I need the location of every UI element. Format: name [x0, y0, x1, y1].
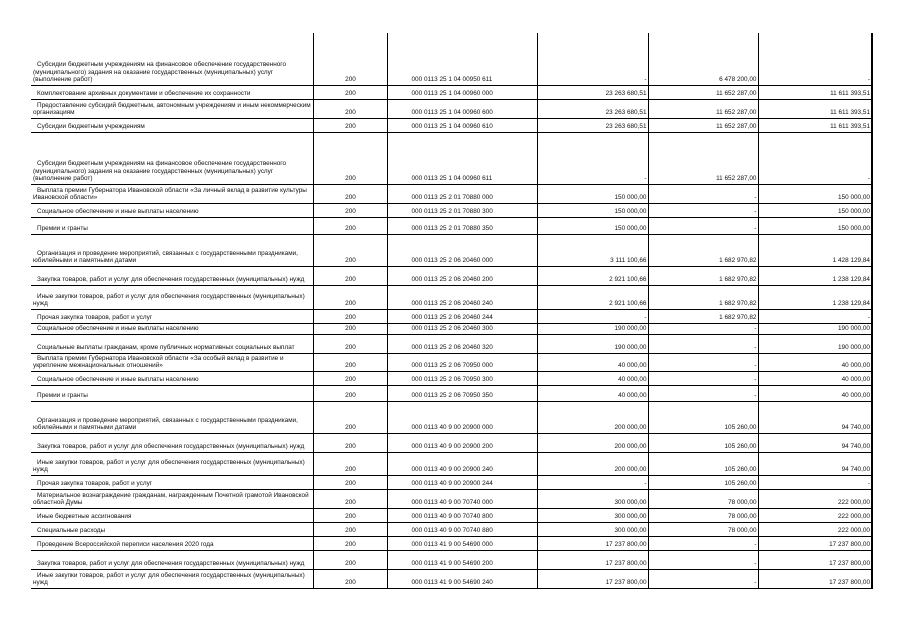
row-name-cell: Прочая закупка товаров, работ и услуг	[31, 309, 313, 323]
row-line-code-cell: 200	[313, 85, 387, 99]
row-budget-code-cell: 000 0113 25 2 06 20460 200	[387, 266, 537, 285]
row-name-cell: Субсидии бюджетным учреждениям	[31, 118, 313, 132]
row-budget-code-cell: 000 0113 25 2 01 70880 000	[387, 184, 537, 203]
row-remaining-amount-cell: 17 237 800,00	[758, 550, 872, 569]
table-row	[31, 475, 872, 489]
row-budget-code-cell: 000 0113 40 9 00 20900 244	[387, 475, 537, 489]
table-row	[31, 353, 872, 371]
row-name-cell: Специальные расходы	[31, 522, 313, 536]
row-name-cell: Иные бюджетные ассигнования	[31, 508, 313, 522]
row-approved-amount-cell: 40 000,00	[537, 353, 648, 371]
row-name-cell: Закупка товаров, работ и услуг для обеспечения государственных (муниципальных) нужд	[31, 550, 313, 569]
row-approved-amount-cell: 3 111 100,66	[537, 234, 648, 266]
row-remaining-amount-cell: 222 000,00	[758, 508, 872, 522]
table-row	[31, 132, 872, 184]
row-approved-amount-cell: 2 921 100,66	[537, 266, 648, 285]
row-line-code-cell: 200	[313, 203, 387, 217]
row-remaining-amount-cell: -	[758, 132, 872, 184]
row-executed-amount-cell: 78 000,00	[648, 522, 758, 536]
row-approved-amount-cell: 300 000,00	[537, 508, 648, 522]
row-line-code-cell: 200	[313, 132, 387, 184]
row-name-cell: Субсидии бюджетным учреждениям на финансовое обеспечение государственного (муниципального) задания на оказание государственных (муниципальных) услуг (выполнение работ)	[31, 132, 313, 184]
row-line-code-cell: 200	[313, 33, 387, 85]
row-approved-amount-cell: 2 921 100,66	[537, 285, 648, 309]
row-executed-amount-cell: -	[648, 536, 758, 550]
row-budget-code-cell: 000 0113 25 1 04 00950 611	[387, 33, 537, 85]
row-remaining-amount-cell: 11 611 393,51	[758, 99, 872, 118]
row-approved-amount-cell: 200 000,00	[537, 452, 648, 475]
table-row	[31, 489, 872, 508]
row-name-cell: Социальное обеспечение и иные выплаты населению	[31, 203, 313, 217]
row-budget-code-cell: 000 0113 25 2 06 70950 350	[387, 385, 537, 401]
row-approved-amount-cell: 17 237 800,00	[537, 536, 648, 550]
row-approved-amount-cell: -	[537, 33, 648, 85]
row-budget-code-cell: 000 0113 25 2 01 70880 300	[387, 203, 537, 217]
row-approved-amount-cell: 17 237 800,00	[537, 569, 648, 588]
row-budget-code-cell: 000 0113 25 1 04 00960 611	[387, 132, 537, 184]
row-budget-code-cell: 000 0113 41 9 00 54690 200	[387, 550, 537, 569]
row-remaining-amount-cell: 11 611 393,51	[758, 85, 872, 99]
row-remaining-amount-cell: 17 237 800,00	[758, 569, 872, 588]
row-executed-amount-cell: -	[648, 550, 758, 569]
row-line-code-cell: 200	[313, 99, 387, 118]
row-line-code-cell: 200	[313, 323, 387, 334]
row-name-cell: Материальное вознаграждение гражданам, награжденным Почетной грамотой Ивановской областной Думы	[31, 489, 313, 508]
row-name-cell: Иные закупки товаров, работ и услуг для обеспечения государственных (муниципальных) нужд	[31, 452, 313, 475]
row-name-cell: Закупка товаров, работ и услуг для обеспечения государственных (муниципальных) нужд	[31, 266, 313, 285]
row-budget-code-cell: 000 0113 25 2 06 70950 300	[387, 371, 537, 385]
row-name-cell: Премии и гранты	[31, 385, 313, 401]
row-line-code-cell: 200	[313, 184, 387, 203]
row-remaining-amount-cell: 40 000,00	[758, 385, 872, 401]
row-approved-amount-cell: 150 000,00	[537, 184, 648, 203]
row-remaining-amount-cell: -	[758, 309, 872, 323]
row-budget-code-cell: 000 0113 25 1 04 00960 600	[387, 99, 537, 118]
row-executed-amount-cell: 11 652 287,00	[648, 118, 758, 132]
row-remaining-amount-cell: 1 238 129,84	[758, 285, 872, 309]
table-row	[31, 334, 872, 353]
row-name-cell: Субсидии бюджетным учреждениям на финансовое обеспечение государственного (муниципального) задания на оказание государственных (муниципальных) услуг (выполнение работ)	[31, 33, 313, 85]
row-executed-amount-cell: 105 260,00	[648, 401, 758, 433]
row-line-code-cell: 200	[313, 334, 387, 353]
row-line-code-cell: 200	[313, 522, 387, 536]
row-remaining-amount-cell: 94 740,00	[758, 433, 872, 452]
row-budget-code-cell: 000 0113 25 2 06 20460 300	[387, 323, 537, 334]
row-line-code-cell: 200	[313, 266, 387, 285]
row-budget-code-cell: 000 0113 25 1 04 00960 610	[387, 118, 537, 132]
row-budget-code-cell: 000 0113 40 9 00 20900 200	[387, 433, 537, 452]
row-remaining-amount-cell: 11 611 393,51	[758, 118, 872, 132]
row-line-code-cell: 200	[313, 385, 387, 401]
row-line-code-cell: 200	[313, 475, 387, 489]
budget-table-body	[31, 33, 872, 588]
row-budget-code-cell: 000 0113 25 2 06 20460 320	[387, 334, 537, 353]
row-budget-code-cell: 000 0113 41 9 00 54690 240	[387, 569, 537, 588]
row-approved-amount-cell: 150 000,00	[537, 203, 648, 217]
table-row	[31, 203, 872, 217]
row-remaining-amount-cell: 150 000,00	[758, 217, 872, 234]
row-name-cell: Организация и проведение мероприятий, связанных с государственными праздниками, юбилейными и памятными датами	[31, 234, 313, 266]
table-row	[31, 371, 872, 385]
row-budget-code-cell: 000 0113 40 9 00 20900 240	[387, 452, 537, 475]
row-approved-amount-cell: 23 263 680,51	[537, 118, 648, 132]
table-row	[31, 285, 872, 309]
row-remaining-amount-cell: 222 000,00	[758, 489, 872, 508]
row-executed-amount-cell: -	[648, 353, 758, 371]
row-remaining-amount-cell: 40 000,00	[758, 371, 872, 385]
row-executed-amount-cell: 11 652 287,00	[648, 85, 758, 99]
row-approved-amount-cell: 200 000,00	[537, 401, 648, 433]
row-line-code-cell: 200	[313, 353, 387, 371]
row-line-code-cell: 200	[313, 371, 387, 385]
row-line-code-cell: 200	[313, 433, 387, 452]
row-executed-amount-cell: -	[648, 385, 758, 401]
row-name-cell: Иные закупки товаров, работ и услуг для обеспечения государственных (муниципальных) нужд	[31, 569, 313, 588]
row-budget-code-cell: 000 0113 25 2 06 20460 244	[387, 309, 537, 323]
row-line-code-cell: 200	[313, 452, 387, 475]
table-row	[31, 522, 872, 536]
row-executed-amount-cell: -	[648, 334, 758, 353]
row-line-code-cell: 200	[313, 536, 387, 550]
row-line-code-cell: 200	[313, 401, 387, 433]
row-executed-amount-cell: -	[648, 217, 758, 234]
row-approved-amount-cell: 200 000,00	[537, 433, 648, 452]
row-line-code-cell: 200	[313, 569, 387, 588]
row-remaining-amount-cell: 150 000,00	[758, 203, 872, 217]
row-approved-amount-cell: 150 000,00	[537, 217, 648, 234]
row-executed-amount-cell: 1 682 970,82	[648, 266, 758, 285]
table-row	[31, 433, 872, 452]
row-executed-amount-cell: 78 000,00	[648, 489, 758, 508]
row-line-code-cell: 200	[313, 550, 387, 569]
row-remaining-amount-cell: 94 740,00	[758, 401, 872, 433]
table-row	[31, 33, 872, 85]
row-name-cell: Предоставление субсидий бюджетным, автономным учреждениям и иным некоммерческим организациям	[31, 99, 313, 118]
row-remaining-amount-cell: 1 238 129,84	[758, 266, 872, 285]
row-approved-amount-cell: -	[537, 132, 648, 184]
row-budget-code-cell: 000 0113 25 2 06 20460 000	[387, 234, 537, 266]
row-budget-code-cell: 000 0113 40 9 00 70740 880	[387, 522, 537, 536]
row-executed-amount-cell: 78 000,00	[648, 508, 758, 522]
row-remaining-amount-cell: 17 237 800,00	[758, 536, 872, 550]
row-remaining-amount-cell: 190 000,00	[758, 323, 872, 334]
row-name-cell: Комплектование архивных документами и обеспечение их сохранности	[31, 85, 313, 99]
table-row	[31, 385, 872, 401]
row-line-code-cell: 200	[313, 489, 387, 508]
row-line-code-cell: 200	[313, 285, 387, 309]
row-remaining-amount-cell: 1 428 129,84	[758, 234, 872, 266]
row-remaining-amount-cell: -	[758, 475, 872, 489]
row-executed-amount-cell: 105 260,00	[648, 475, 758, 489]
table-row	[31, 536, 872, 550]
row-name-cell: Закупка товаров, работ и услуг для обеспечения государственных (муниципальных) нужд	[31, 433, 313, 452]
row-executed-amount-cell: 6 478 200,00	[648, 33, 758, 85]
row-budget-code-cell: 000 0113 40 9 00 70740 800	[387, 508, 537, 522]
row-name-cell: Социальное обеспечение и иные выплаты населению	[31, 323, 313, 334]
row-executed-amount-cell: -	[648, 184, 758, 203]
table-row	[31, 452, 872, 475]
row-name-cell: Иные закупки товаров, работ и услуг для обеспечения государственных (муниципальных) нужд	[31, 285, 313, 309]
row-approved-amount-cell: 40 000,00	[537, 385, 648, 401]
row-name-cell: Проведение Всероссийской переписи населения 2020 года	[31, 536, 313, 550]
row-budget-code-cell: 000 0113 25 2 06 20460 240	[387, 285, 537, 309]
row-approved-amount-cell: 23 263 680,51	[537, 85, 648, 99]
row-name-cell: Социальное обеспечение и иные выплаты населению	[31, 371, 313, 385]
budget-table	[31, 33, 873, 589]
row-remaining-amount-cell: 222 000,00	[758, 522, 872, 536]
row-budget-code-cell: 000 0113 25 1 04 00960 000	[387, 85, 537, 99]
row-executed-amount-cell: 105 260,00	[648, 452, 758, 475]
row-approved-amount-cell: 190 000,00	[537, 323, 648, 334]
row-approved-amount-cell: 23 263 680,51	[537, 99, 648, 118]
row-name-cell: Социальные выплаты гражданам, кроме публичных нормативных социальных выплат	[31, 334, 313, 353]
row-budget-code-cell: 000 0113 25 2 06 70950 000	[387, 353, 537, 371]
row-executed-amount-cell: -	[648, 203, 758, 217]
row-remaining-amount-cell: 94 740,00	[758, 452, 872, 475]
row-executed-amount-cell: -	[648, 569, 758, 588]
row-name-cell: Прочая закупка товаров, работ и услуг	[31, 475, 313, 489]
table-row	[31, 234, 872, 266]
table-row	[31, 184, 872, 203]
row-name-cell: Выплата премии Губернатора Ивановской области «За личный вклад в развитие культуры Ивановской области»	[31, 184, 313, 203]
row-executed-amount-cell: 11 652 287,00	[648, 132, 758, 184]
table-row	[31, 401, 872, 433]
row-line-code-cell: 200	[313, 508, 387, 522]
row-remaining-amount-cell: 190 000,00	[758, 334, 872, 353]
row-remaining-amount-cell: 40 000,00	[758, 353, 872, 371]
row-line-code-cell: 200	[313, 217, 387, 234]
row-approved-amount-cell: 300 000,00	[537, 489, 648, 508]
row-line-code-cell: 200	[313, 234, 387, 266]
row-executed-amount-cell: -	[648, 323, 758, 334]
row-budget-code-cell: 000 0113 25 2 01 70880 350	[387, 217, 537, 234]
row-budget-code-cell: 000 0113 40 9 00 20900 000	[387, 401, 537, 433]
table-row	[31, 323, 872, 334]
table-row	[31, 85, 872, 99]
row-approved-amount-cell: 17 237 800,00	[537, 550, 648, 569]
budget-report-sheet	[31, 33, 873, 589]
row-name-cell: Премии и гранты	[31, 217, 313, 234]
table-row	[31, 569, 872, 588]
row-name-cell: Выплата премии Губернатора Ивановской области «За особый вклад в развитие и укрепление межнациональных отношений»	[31, 353, 313, 371]
table-row	[31, 99, 872, 118]
table-row	[31, 217, 872, 234]
row-executed-amount-cell: 1 682 970,82	[648, 285, 758, 309]
table-row	[31, 309, 872, 323]
row-remaining-amount-cell: -	[758, 33, 872, 85]
table-row	[31, 118, 872, 132]
row-executed-amount-cell: 105 260,00	[648, 433, 758, 452]
row-executed-amount-cell: -	[648, 371, 758, 385]
table-row	[31, 266, 872, 285]
row-budget-code-cell: 000 0113 41 9 00 54690 000	[387, 536, 537, 550]
row-name-cell: Организация и проведение мероприятий, связанных с государственными праздниками, юбилейными и памятными датами	[31, 401, 313, 433]
row-executed-amount-cell: 1 682 970,82	[648, 309, 758, 323]
row-approved-amount-cell: 40 000,00	[537, 371, 648, 385]
row-approved-amount-cell: -	[537, 475, 648, 489]
row-executed-amount-cell: 1 682 970,82	[648, 234, 758, 266]
table-row	[31, 508, 872, 522]
row-budget-code-cell: 000 0113 40 9 00 70740 000	[387, 489, 537, 508]
row-approved-amount-cell: 190 000,00	[537, 334, 648, 353]
row-line-code-cell: 200	[313, 309, 387, 323]
table-row	[31, 550, 872, 569]
row-approved-amount-cell: 300 000,00	[537, 522, 648, 536]
row-approved-amount-cell: -	[537, 309, 648, 323]
row-executed-amount-cell: 11 652 287,00	[648, 99, 758, 118]
row-remaining-amount-cell: 150 000,00	[758, 184, 872, 203]
row-line-code-cell: 200	[313, 118, 387, 132]
